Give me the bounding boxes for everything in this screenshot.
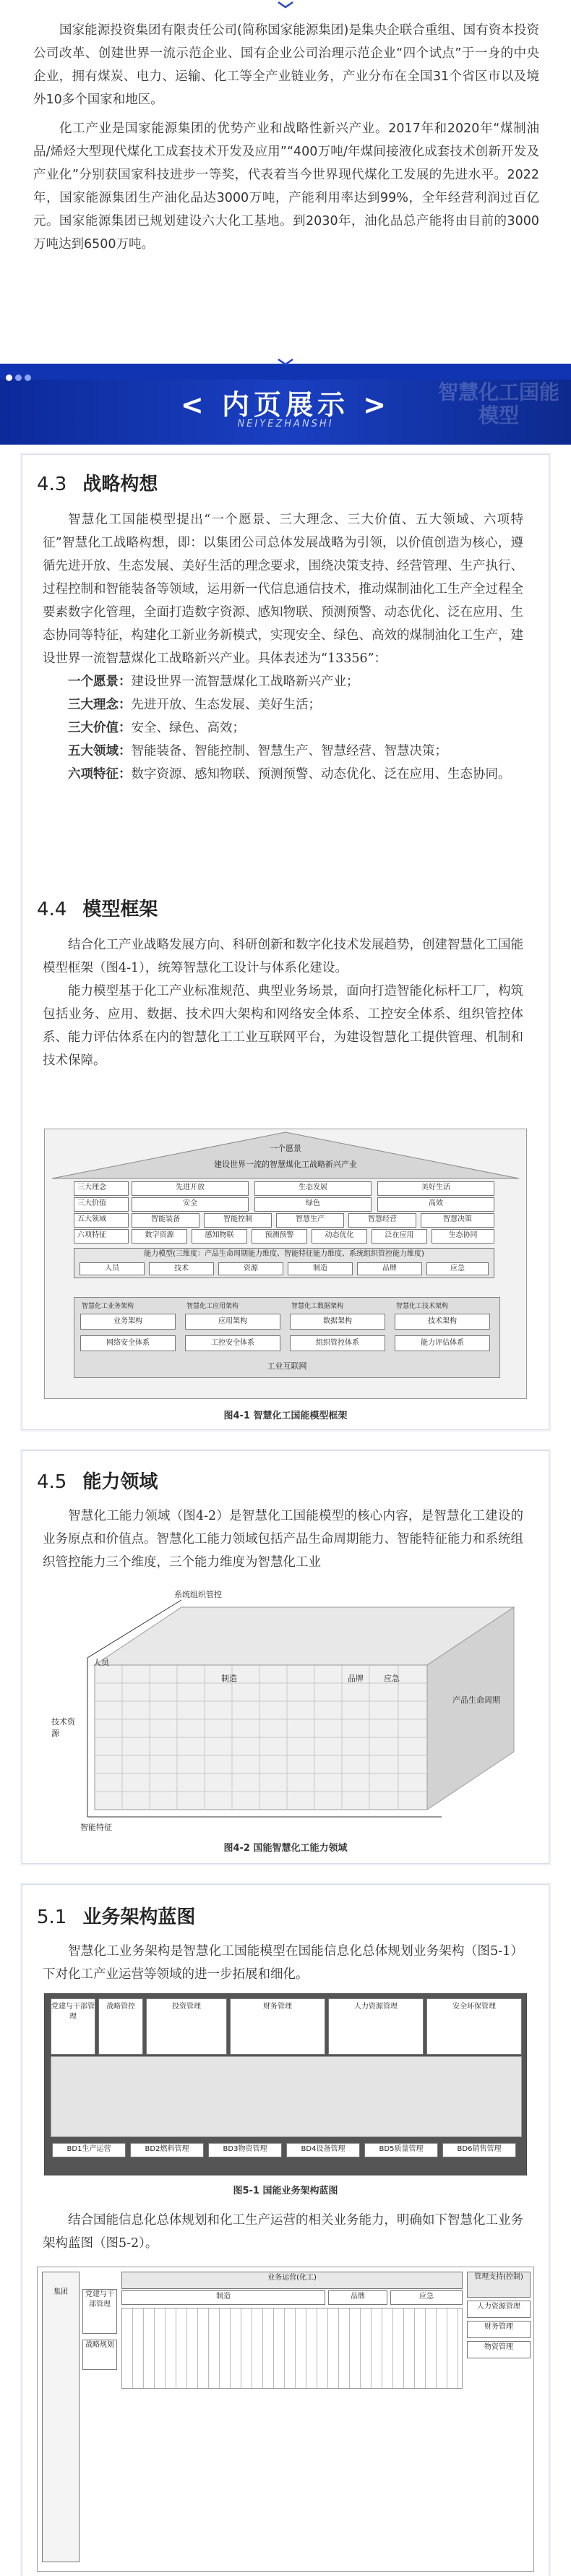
platform-item: 业务架构 [80,1314,176,1330]
paragraph: 结合化工产业战略发展方向、科研创新和数字化技术发展趋势，创建智慧化工国能模型框架（图4-1），统筹智慧化工设计与体系化建设。 [43,938,523,975]
carousel-dot[interactable] [6,375,12,381]
arch-bottom-cell: BD6销售管理 [442,2143,516,2157]
content-card-1 [22,454,549,1430]
capability-cell: 技术 [149,1262,214,1275]
operations-col: 应急 [390,2290,463,2305]
section-4-5-text [43,1505,523,1574]
strategy-item: 五大领域：智能装备、智能控制、智慧生产、智慧经营、智慧决策； [68,744,447,758]
strategy-item: 一个愿景：建设世界一流智慧煤化工战略新兴产业； [68,675,359,689]
arch-bottom-cell: BD5质量管理 [364,2143,438,2157]
capability-cube-figure [37,1586,536,1831]
row-cell: 智能控制 [204,1213,272,1228]
row-cell: 绿色 [254,1197,372,1212]
section-5-1-text-2 [43,2209,523,2255]
capability-cell: 应急 [426,1262,489,1275]
model-framework-figure [44,1129,527,1399]
carousel-dot[interactable] [25,375,31,381]
cube-label: 品牌 [348,1674,364,1683]
platform-head: 智慧化工应用架构 [186,1303,239,1310]
section-5-1-text [43,1940,523,1986]
row-cell: 生态发展 [254,1181,372,1196]
row-cell: 智慧生产 [276,1213,344,1228]
platform-item: 工控安全体系 [185,1335,280,1351]
arch-block: 投资管理 [146,1998,227,2055]
strategy-item: 三大价值：安全、绿色、高效； [68,721,245,735]
platform-block [74,1297,500,1378]
intro-text [33,19,539,262]
row-cell: 感知物联 [192,1229,247,1244]
section-4-3-text [43,508,523,786]
left-column [42,2272,80,2562]
platform-item: 能力评估体系 [395,1335,490,1351]
capability-cell: 资源 [218,1262,283,1275]
cube-drawing [37,1586,536,1831]
intro-paragraph-2: 化工产业是国家能源集团的优势产业和战略性新兴产业。2017年和2020年“煤制油品/烯烃大型现代煤化工成套技术开发及应用”“400万吨/年煤间接液化成套技术创新开发及产业化”分别获国家科技进步一等奖，代表着当今世界现代煤化工发展的先进水平。2022年，国家能源集团生产油化品达3000万吨，产能利用率达到99%，全年经营利润过百亿元。国家能源集团已规划建设六大化工基地。到2030年，油化品总产能将由目前的3000万吨达到6500万吨。 [33,121,539,252]
row-cell: 泛在应用 [372,1229,427,1244]
paragraph: 智慧化工国能模型提出“一个愿景、三大理念、三大价值、五大领域、六项特征”智慧化工战略构想，即：以集团公司总体发展战略为引领，以价值创造为核心，遵循先进开放、生态发展、美好生活的理念要求，围绕决策支持、经营管理、生产执行、过程控制和智能装备等领域，运用新一代信息通信技术，推动煤制油化工生产全过程全要素数字化管理，全面打造数字资源、感知物联、预测预警、动态优化、泛在应用、生态协同等特征，构建化工新业务新模式，实现安全、绿色、高效的煤制油化工生产，建设世界一流智慧煤化工战略新兴产业。具体表述为“13356”： [43,513,523,666]
section-heading-5-1: 5.1 业务架构蓝图 [37,1907,196,1928]
axis-label-top: 系统组织管控 [174,1590,222,1599]
section-heading-4-4: 4.4 模型框架 [37,899,158,920]
capability-model-title: 能力模型(三维度：产品生命周期能力维度、智能特征能力维度、系统组织管控能力维度) [144,1250,424,1258]
framework-rows [74,1181,499,1290]
arch-block: 安全环保管理 [426,1998,522,2055]
axis-label-bottom: 智能特征 [80,1823,112,1832]
banner-title: < 内页展示 > [180,389,391,421]
axis-label-left: 技术资源 [51,1717,75,1738]
arch-operations-block [51,2056,522,2137]
platform-item: 组织管控体系 [290,1335,385,1351]
cube-label: 应急 [384,1674,400,1683]
business-architecture-figure [44,1993,527,2175]
operations-col: 制造 [121,2290,325,2305]
vision-label: 一个愿景 [270,1144,301,1153]
row-label: 五大领域 [74,1213,129,1228]
row-cell: 智能装备 [132,1213,199,1228]
chevron-down-icon [277,1,294,9]
banner-subtitle: NEIYEZHANSHI [237,419,334,429]
chemical-business-figure [37,2267,534,2572]
platform-base: 工业互联网 [267,1361,307,1371]
capability-cell: 人员 [80,1262,145,1275]
support-item: 物资管理 [467,2341,531,2358]
content-card-3 [22,1884,549,2576]
strategy-item: 六项特征：数字资源、感知物联、预测预警、动态优化、泛在应用、生态协同。 [68,767,511,782]
row-cell: 数字资源 [132,1229,187,1244]
arch-bottom-cell: BD3物资管理 [208,2143,282,2157]
platform-head: 智慧化工数据架构 [291,1303,344,1310]
row-cell: 先进开放 [132,1181,249,1196]
row-label: 六项特征 [74,1229,129,1244]
figure-caption-5-1: 图5-1 国能业务架构蓝图 [233,2186,338,2196]
row-cell: 美好生活 [377,1181,494,1196]
platform-item: 网络安全体系 [80,1335,176,1351]
section-banner [0,364,571,445]
arch-block: 战略管控 [98,1998,143,2055]
intro-paragraph-1: 国家能源投资集团有限责任公司(简称国家能源集团)是集央企联合重组、国有资本投资公司改革、创建世界一流示范企业、国有企业公司治理示范企业“四个试点”于一身的中央企业，拥有煤炭、电力、运输、化工等全产业链业务，产业分布在全国31个省区市以及境外10多个国家和地区。 [33,23,539,107]
arch-bottom-cell: BD1生产运营 [52,2143,126,2157]
axis-label-right: 产品生命周期 [452,1695,500,1705]
row-cell: 安全 [132,1197,249,1212]
section-4-4-text [43,933,523,1072]
support-item: 财务管理 [467,2321,531,2338]
roof-shape [45,1129,526,1180]
operations-head: 业务运营(化工) [121,2272,463,2289]
section-heading-4-3: 4.3 战略构想 [37,474,158,495]
capability-cell: 品牌 [357,1262,422,1275]
carousel-dots[interactable] [6,370,34,384]
carousel-dot[interactable] [15,375,22,381]
platform-item: 数据架构 [290,1314,385,1330]
left-column-head: 集团 [53,2288,68,2296]
left-item: 战略规划 [82,2340,117,2370]
platform-head: 智慧化工技术架构 [396,1303,449,1310]
arch-bottom-cell: BD2燃料管理 [130,2143,204,2157]
capability-cell: 制造 [288,1262,353,1275]
row-cell: 生态协同 [432,1229,494,1244]
row-cell: 智慧决策 [421,1213,494,1228]
chevron-down-icon [277,359,294,366]
row-label: 三大理念 [74,1181,129,1196]
cube-label: 人员 [93,1658,109,1667]
row-cell: 预测预警 [252,1229,307,1244]
section-heading-4-5: 4.5 能力领域 [37,1471,158,1493]
platform-head: 智慧化工业务架构 [82,1303,134,1310]
strategy-item: 三大理念：先进开放、生态发展、美好生活； [68,698,321,712]
content-card-2 [22,1450,549,1864]
row-cell: 高效 [377,1197,494,1212]
row-label: 三大价值 [74,1197,129,1212]
paragraph: 智慧化工业务架构是智慧化工国能模型在国能信息化总体规划业务架构（图5-1）下对化工产业运营等领域的进一步拓展和细化。 [43,1944,523,1982]
banner-watermark: 智慧化工国能模型 [437,380,559,427]
left-item: 党建与干部管理 [82,2289,117,2334]
figure-caption-4-2: 图4-2 国能智慧化工能力领域 [223,1843,348,1854]
paragraph: 智慧化工能力领域（图4-2）是智慧化工国能模型的核心内容，是智慧化工建设的业务原点和价值点。智慧化工能力领域包括产品生命周期能力、智能特征能力和系统组织管控能力三个维度，三个能力维度为智慧化工业 [43,1509,523,1570]
paragraph: 结合国能信息化总体规划和化工生产运营的相关业务能力，明确如下智慧化工业务架构蓝图（图5-2）。 [43,2213,523,2251]
operations-col: 品牌 [328,2290,387,2305]
figure-caption-4-1: 图4-1 智慧化工国能模型框架 [223,1411,348,1421]
platform-item: 应用架构 [185,1314,280,1330]
arch-bottom-cell: BD4设备管理 [286,2143,360,2157]
support-item: 人力资源管理 [467,2301,531,2318]
paragraph: 能力模型基于化工产业标准规范、典型业务场景，面向打造智能化标杆工厂，构筑包括业务、应用、数据、技术四大架构和网络安全体系、工控安全体系、组织管控体系、能力评估体系在内的智慧化工工业互联网平台，为建设智慧化工提供管理、机制和技术保障。 [43,984,523,1068]
cube-label: 制造 [221,1674,237,1683]
vision-text: 建设世界一流的智慧煤化工战略新兴产业 [214,1160,357,1169]
row-cell: 智慧经营 [348,1213,416,1228]
arch-block: 财务管理 [230,1998,325,2055]
support-head: 管理支持(控制) [467,2272,531,2298]
platform-item: 技术架构 [395,1314,490,1330]
arch-block: 人力资源管理 [328,1998,424,2055]
arch-block: 党建与干部管理 [51,1998,95,2055]
row-cell: 动态优化 [312,1229,367,1244]
operations-columns [121,2308,463,2389]
banner-top-band [0,364,571,380]
